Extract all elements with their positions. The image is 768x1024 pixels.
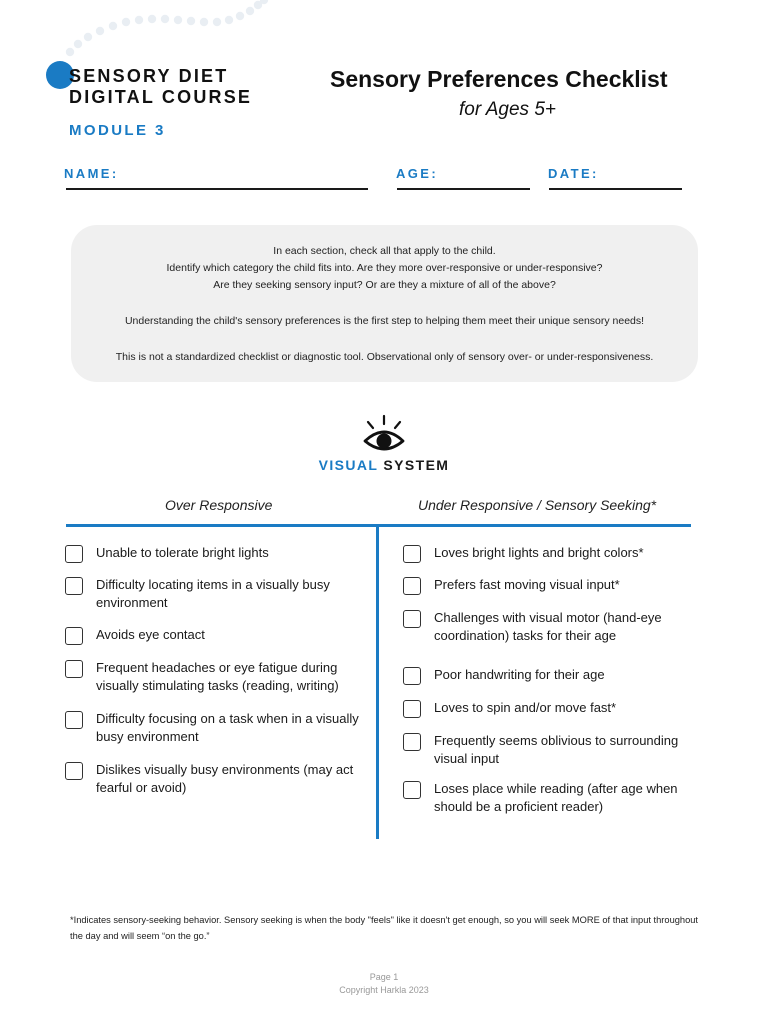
instructions-box — [71, 225, 698, 382]
decorative-dot — [174, 16, 182, 24]
checklist-item — [403, 544, 703, 563]
checklist-item-label: Frequently seems oblivious to surrounding visual input — [434, 733, 679, 766]
age-field[interactable] — [397, 188, 530, 190]
page-footer — [0, 971, 768, 997]
checkbox[interactable] — [403, 700, 421, 718]
checklist-item-label: Loses place while reading (after age when should be a proficient reader) — [434, 781, 678, 814]
checklist-item-label: Unable to tolerate bright lights — [96, 545, 269, 560]
checklist-item — [65, 626, 365, 645]
decorative-dot — [225, 16, 233, 24]
under-responsive-heading: Under Responsive / Sensory Seeking* — [418, 497, 657, 513]
checkbox[interactable] — [403, 781, 421, 799]
checkbox[interactable] — [403, 733, 421, 751]
decorative-dot — [161, 15, 169, 23]
decorative-dot — [109, 22, 117, 30]
checklist-item-label: Challenges with visual motor (hand-eye coordination) tasks for their age — [434, 610, 662, 643]
checklist-item-label: Loves bright lights and bright colors* — [434, 545, 644, 560]
brand-logo — [69, 66, 252, 108]
decorative-dot — [213, 18, 221, 26]
module-label: MODULE 3 — [69, 122, 166, 139]
checklist-item-label: Avoids eye contact — [96, 627, 205, 642]
checkbox[interactable] — [403, 610, 421, 628]
brand-line-1: SENSORY DIET — [69, 66, 229, 86]
checkbox[interactable] — [65, 627, 83, 645]
checklist-item-label: Prefers fast moving visual input* — [434, 577, 620, 592]
decorative-dot — [148, 15, 156, 23]
checkbox[interactable] — [403, 545, 421, 563]
date-field[interactable] — [549, 188, 682, 190]
checklist-item — [65, 710, 365, 746]
section-title — [0, 457, 768, 473]
checklist-item — [65, 659, 365, 695]
checkbox[interactable] — [65, 762, 83, 780]
instructions-line: In each section, check all that apply to the child. — [273, 245, 496, 257]
footnote: *Indicates sensory-seeking behavior. Sensory seeking is when the body "feels" like it doesn't get enough, so you will seek MORE of that input throughout the day and will seem “on the go.” — [70, 915, 699, 941]
instructions-line: Identify which category the child fits into. Are they more over-responsive or under-responsive? — [166, 262, 603, 274]
decorative-dot — [84, 33, 92, 41]
checklist-item — [65, 761, 365, 797]
decorative-dot — [200, 18, 208, 26]
checkbox[interactable] — [65, 711, 83, 729]
checkbox[interactable] — [403, 667, 421, 685]
name-field[interactable] — [66, 188, 368, 190]
decorative-dot — [122, 18, 130, 26]
checklist-item-label: Poor handwriting for their age — [434, 667, 605, 682]
decorative-dot — [66, 48, 74, 56]
checkbox[interactable] — [65, 545, 83, 563]
age-label: AGE: — [396, 166, 439, 181]
eye-icon — [356, 413, 412, 457]
decorative-dots — [0, 0, 300, 70]
checkbox[interactable] — [65, 660, 83, 678]
decorative-dot — [187, 17, 195, 25]
name-label: NAME: — [64, 166, 119, 181]
decorative-dot — [236, 12, 244, 20]
instructions-line: Are they seeking sensory input? Or are they a mixture of all of the above? — [213, 279, 556, 291]
decorative-dot — [135, 16, 143, 24]
checklist-item-label: Difficulty focusing on a task when in a visually busy environment — [96, 711, 359, 744]
checklist-item — [403, 609, 703, 645]
checklist-item — [65, 544, 365, 563]
checklist-item-label: Dislikes visually busy environments (may act fearful or avoid) — [96, 762, 354, 795]
date-label: DATE: — [548, 166, 599, 181]
checkbox[interactable] — [65, 577, 83, 595]
page-title: Sensory Preferences Checklist — [330, 66, 668, 92]
copyright: Copyright Harkla 2023 — [339, 985, 429, 995]
page-number: Page 1 — [369, 972, 399, 982]
instructions-line: This is not a standardized checklist or diagnostic tool. Observational only of sensory over- or under-responsiveness. — [115, 351, 654, 363]
section-title-word-2: SYSTEM — [383, 457, 450, 473]
page-subtitle: for Ages 5+ — [459, 99, 556, 120]
instructions-line: Understanding the child's sensory preferences is the first step to helping them meet their unique sensory needs! — [124, 315, 645, 327]
over-responsive-heading: Over Responsive — [165, 497, 273, 513]
checkbox[interactable] — [403, 577, 421, 595]
checklist-item — [403, 576, 703, 595]
decorative-dot — [74, 40, 82, 48]
checklist-item-label: Difficulty locating items in a visually busy environment — [96, 577, 330, 610]
checklist-item — [403, 666, 703, 685]
checklist-item — [403, 780, 703, 816]
checklist-item-label: Frequent headaches or eye fatigue during visually stimulating tasks (reading, writing) — [96, 660, 339, 693]
checklist-item-label: Loves to spin and/or move fast* — [434, 700, 617, 715]
checklist-item — [403, 699, 703, 718]
section-title-word-1: VISUAL — [318, 457, 379, 473]
decorative-dot — [246, 7, 254, 15]
brand-line-2: DIGITAL COURSE — [69, 87, 253, 107]
column-divider — [376, 527, 379, 839]
decorative-dot — [96, 27, 104, 35]
checklist-item — [65, 576, 365, 612]
checklist-item — [403, 732, 703, 768]
